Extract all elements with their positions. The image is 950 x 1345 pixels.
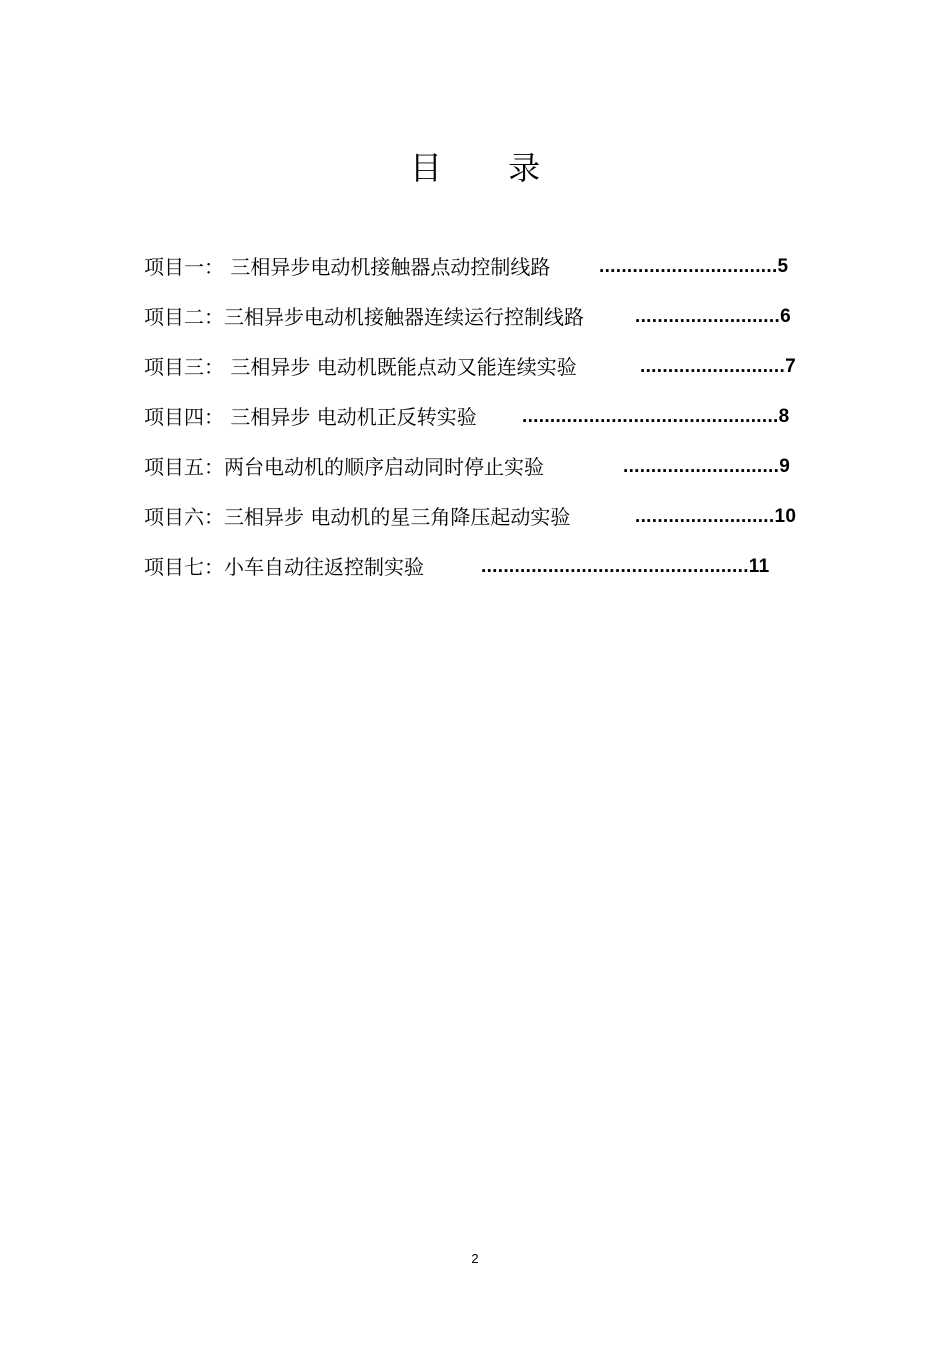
toc-entry[interactable] xyxy=(144,452,824,482)
toc-entry-dots: ................................................ xyxy=(481,556,749,577)
toc-entry-label: 项目七：小车自动往返控制实验 xyxy=(144,555,424,579)
toc-entry-page: 5 xyxy=(777,256,789,277)
toc-entry-page: 10 xyxy=(774,506,797,527)
toc-entry-page: 9 xyxy=(779,456,791,477)
toc-entry-leader xyxy=(635,302,791,332)
toc-entry-page: 11 xyxy=(748,556,770,577)
page-title: 目 录 xyxy=(409,149,569,187)
toc-entry[interactable] xyxy=(144,402,824,432)
toc-entry-label: 项目三： 三相异步 电动机既能点动又能连续实验 xyxy=(144,355,577,379)
toc-entry-dots: ................................ xyxy=(599,256,778,277)
toc-entry-label: 项目四： 三相异步 电动机正反转实验 xyxy=(144,405,477,429)
toc-entry-dots: .............................................. xyxy=(522,406,779,427)
toc-entry[interactable] xyxy=(144,302,824,332)
toc-entry-page: 8 xyxy=(778,406,790,427)
toc-entry[interactable] xyxy=(144,552,824,582)
toc-entry-leader xyxy=(640,352,796,382)
toc-entry[interactable] xyxy=(144,252,824,282)
toc-entry-dots: ............................ xyxy=(623,456,780,477)
toc-entry-label: 项目一： 三相异步电动机接触器点动控制线路 xyxy=(144,255,551,279)
toc-entry-dots: .......................... xyxy=(640,356,786,377)
toc-entry-label: 项目二：三相异步电动机接触器连续运行控制线路 xyxy=(144,305,584,329)
toc-entry-page: 7 xyxy=(785,356,796,377)
toc-entry-leader xyxy=(599,252,788,282)
toc-entry-leader xyxy=(623,452,790,482)
toc-entry[interactable] xyxy=(144,352,824,382)
toc-entry-dots: .......................... xyxy=(635,306,781,327)
toc-entry-leader xyxy=(522,402,790,432)
toc-entry[interactable] xyxy=(144,502,824,532)
toc-entry-dots: ......................... xyxy=(635,506,775,527)
toc-entry-label: 项目六：三相异步 电动机的星三角降压起动实验 xyxy=(144,505,571,529)
toc-entry-leader xyxy=(635,502,796,532)
toc-entry-page: 6 xyxy=(780,306,791,327)
toc-entry-label: 项目五：两台电动机的顺序启动同时停止实验 xyxy=(144,455,544,479)
page-number: 2 xyxy=(471,1251,479,1266)
toc-entry-leader xyxy=(481,552,769,582)
